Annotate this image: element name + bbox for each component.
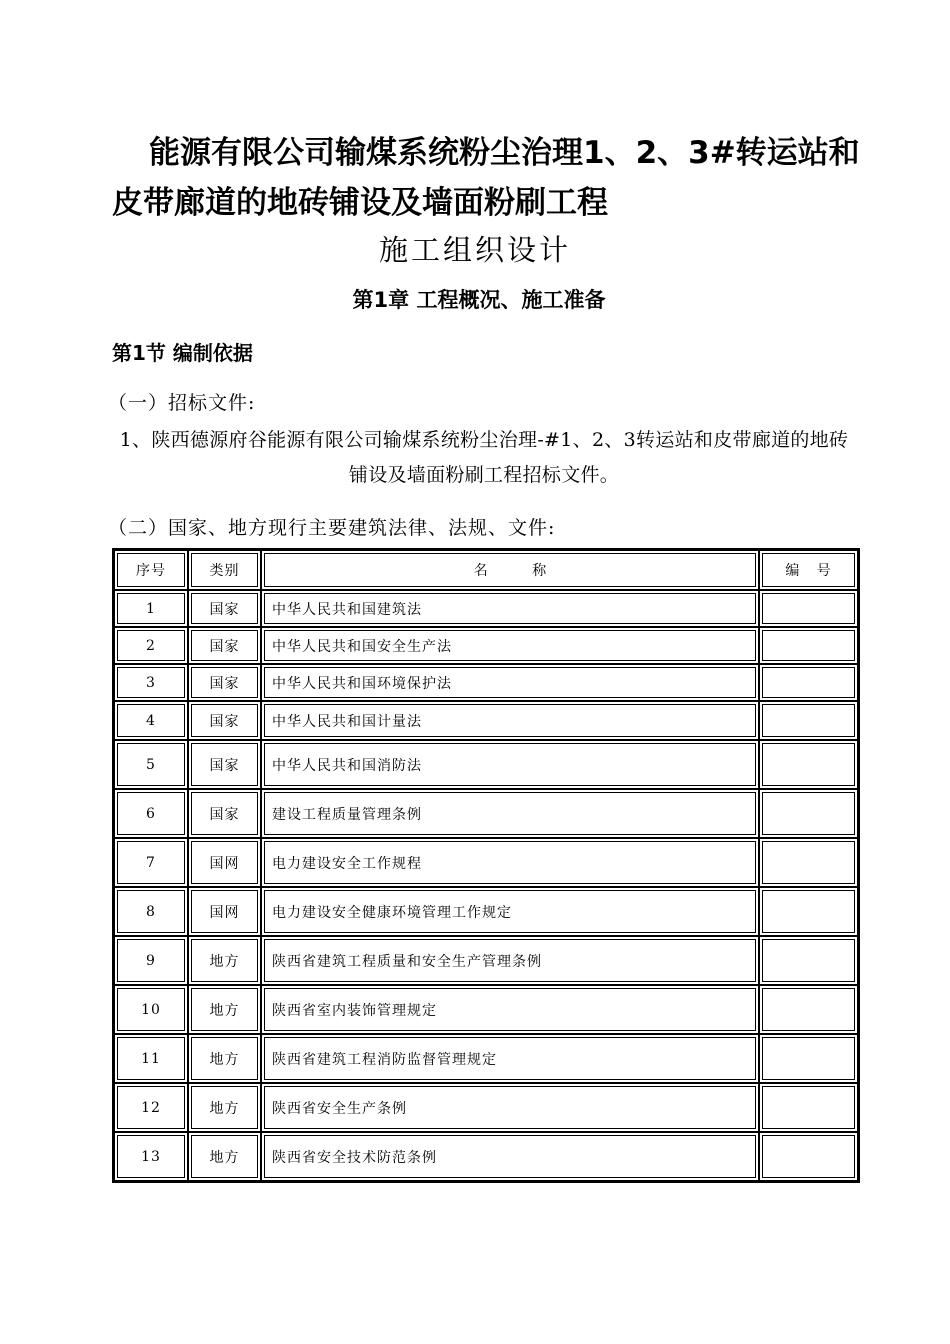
table-row [114, 936, 858, 985]
row-code [759, 1034, 858, 1083]
row-category: 国网 [188, 887, 261, 936]
row-category: 地方 [188, 1132, 261, 1181]
row-category: 国家 [188, 740, 261, 789]
table-row [114, 664, 858, 701]
row-no: 9 [114, 936, 188, 985]
row-name: 中华人民共和国建筑法 [261, 590, 759, 627]
row-name: 陕西省建筑工程消防监督管理规定 [261, 1034, 759, 1083]
row-code [759, 627, 858, 664]
row-category: 地方 [188, 1034, 261, 1083]
row-no: 6 [114, 789, 188, 838]
row-code [759, 789, 858, 838]
row-category: 国家 [188, 701, 261, 740]
row-category: 国网 [188, 838, 261, 887]
row-no: 11 [114, 1034, 188, 1083]
row-code [759, 936, 858, 985]
part1-heading: （一）招标文件: [108, 392, 256, 414]
header-name: 名 称 [261, 550, 759, 590]
table-row [114, 1132, 858, 1181]
row-code [759, 590, 858, 627]
row-name: 电力建设安全工作规程 [261, 838, 759, 887]
part1-text: 1、陕西德源府谷能源有限公司输煤系统粉尘治理-#1、2、3转运站和皮带廊道的地砖铺设及墙面粉刷工程招标文件。 [119, 429, 849, 486]
row-name: 中华人民共和国环境保护法 [261, 664, 759, 701]
row-code [759, 887, 858, 936]
table-row [114, 590, 858, 627]
row-no: 2 [114, 627, 188, 664]
row-name: 陕西省安全技术防范条例 [261, 1132, 759, 1181]
row-code [759, 701, 858, 740]
table-row [114, 838, 858, 887]
row-no: 10 [114, 985, 188, 1034]
table-row [114, 985, 858, 1034]
row-no: 3 [114, 664, 188, 701]
table-row [114, 1034, 858, 1083]
row-category: 地方 [188, 936, 261, 985]
header-category: 类别 [188, 550, 261, 590]
row-code [759, 985, 858, 1034]
row-name: 中华人民共和国安全生产法 [261, 627, 759, 664]
row-name: 陕西省室内装饰管理规定 [261, 985, 759, 1034]
regulations-table [112, 548, 860, 1183]
row-category: 地方 [188, 1083, 261, 1132]
document-title: 能源有限公司输煤系统粉尘治理1、2、3#转运站和皮带廊道的地砖铺设及墙面粉刷工程 [112, 135, 860, 221]
row-code [759, 664, 858, 701]
table-row [114, 627, 858, 664]
row-name: 中华人民共和国计量法 [261, 701, 759, 740]
row-no: 12 [114, 1083, 188, 1132]
table-row [114, 740, 858, 789]
row-code [759, 1132, 858, 1181]
row-code [759, 1083, 858, 1132]
row-category: 国家 [188, 664, 261, 701]
row-name: 陕西省安全生产条例 [261, 1083, 759, 1132]
table-header-row [114, 550, 858, 590]
row-category: 国家 [188, 627, 261, 664]
row-no: 7 [114, 838, 188, 887]
table-row [114, 789, 858, 838]
row-category: 国家 [188, 590, 261, 627]
table-row [114, 701, 858, 740]
header-code: 编 号 [759, 550, 858, 590]
document-subtitle: 施工组织设计 [378, 233, 571, 267]
row-category: 地方 [188, 985, 261, 1034]
row-no: 8 [114, 887, 188, 936]
part2-heading: （二）国家、地方现行主要建筑法律、法规、文件: [108, 517, 556, 539]
row-no: 4 [114, 701, 188, 740]
table-row [114, 1083, 858, 1132]
row-code [759, 838, 858, 887]
row-name: 电力建设安全健康环境管理工作规定 [261, 887, 759, 936]
chapter-heading: 第1章 工程概况、施工准备 [352, 288, 606, 312]
row-name: 陕西省建筑工程质量和安全生产管理条例 [261, 936, 759, 985]
section-heading: 第1节 编制依据 [112, 341, 253, 365]
row-no: 13 [114, 1132, 188, 1181]
row-name: 中华人民共和国消防法 [261, 740, 759, 789]
row-no: 5 [114, 740, 188, 789]
row-category: 国家 [188, 789, 261, 838]
row-no: 1 [114, 590, 188, 627]
row-code [759, 740, 858, 789]
header-no: 序号 [114, 550, 188, 590]
row-name: 建设工程质量管理条例 [261, 789, 759, 838]
table-row [114, 887, 858, 936]
